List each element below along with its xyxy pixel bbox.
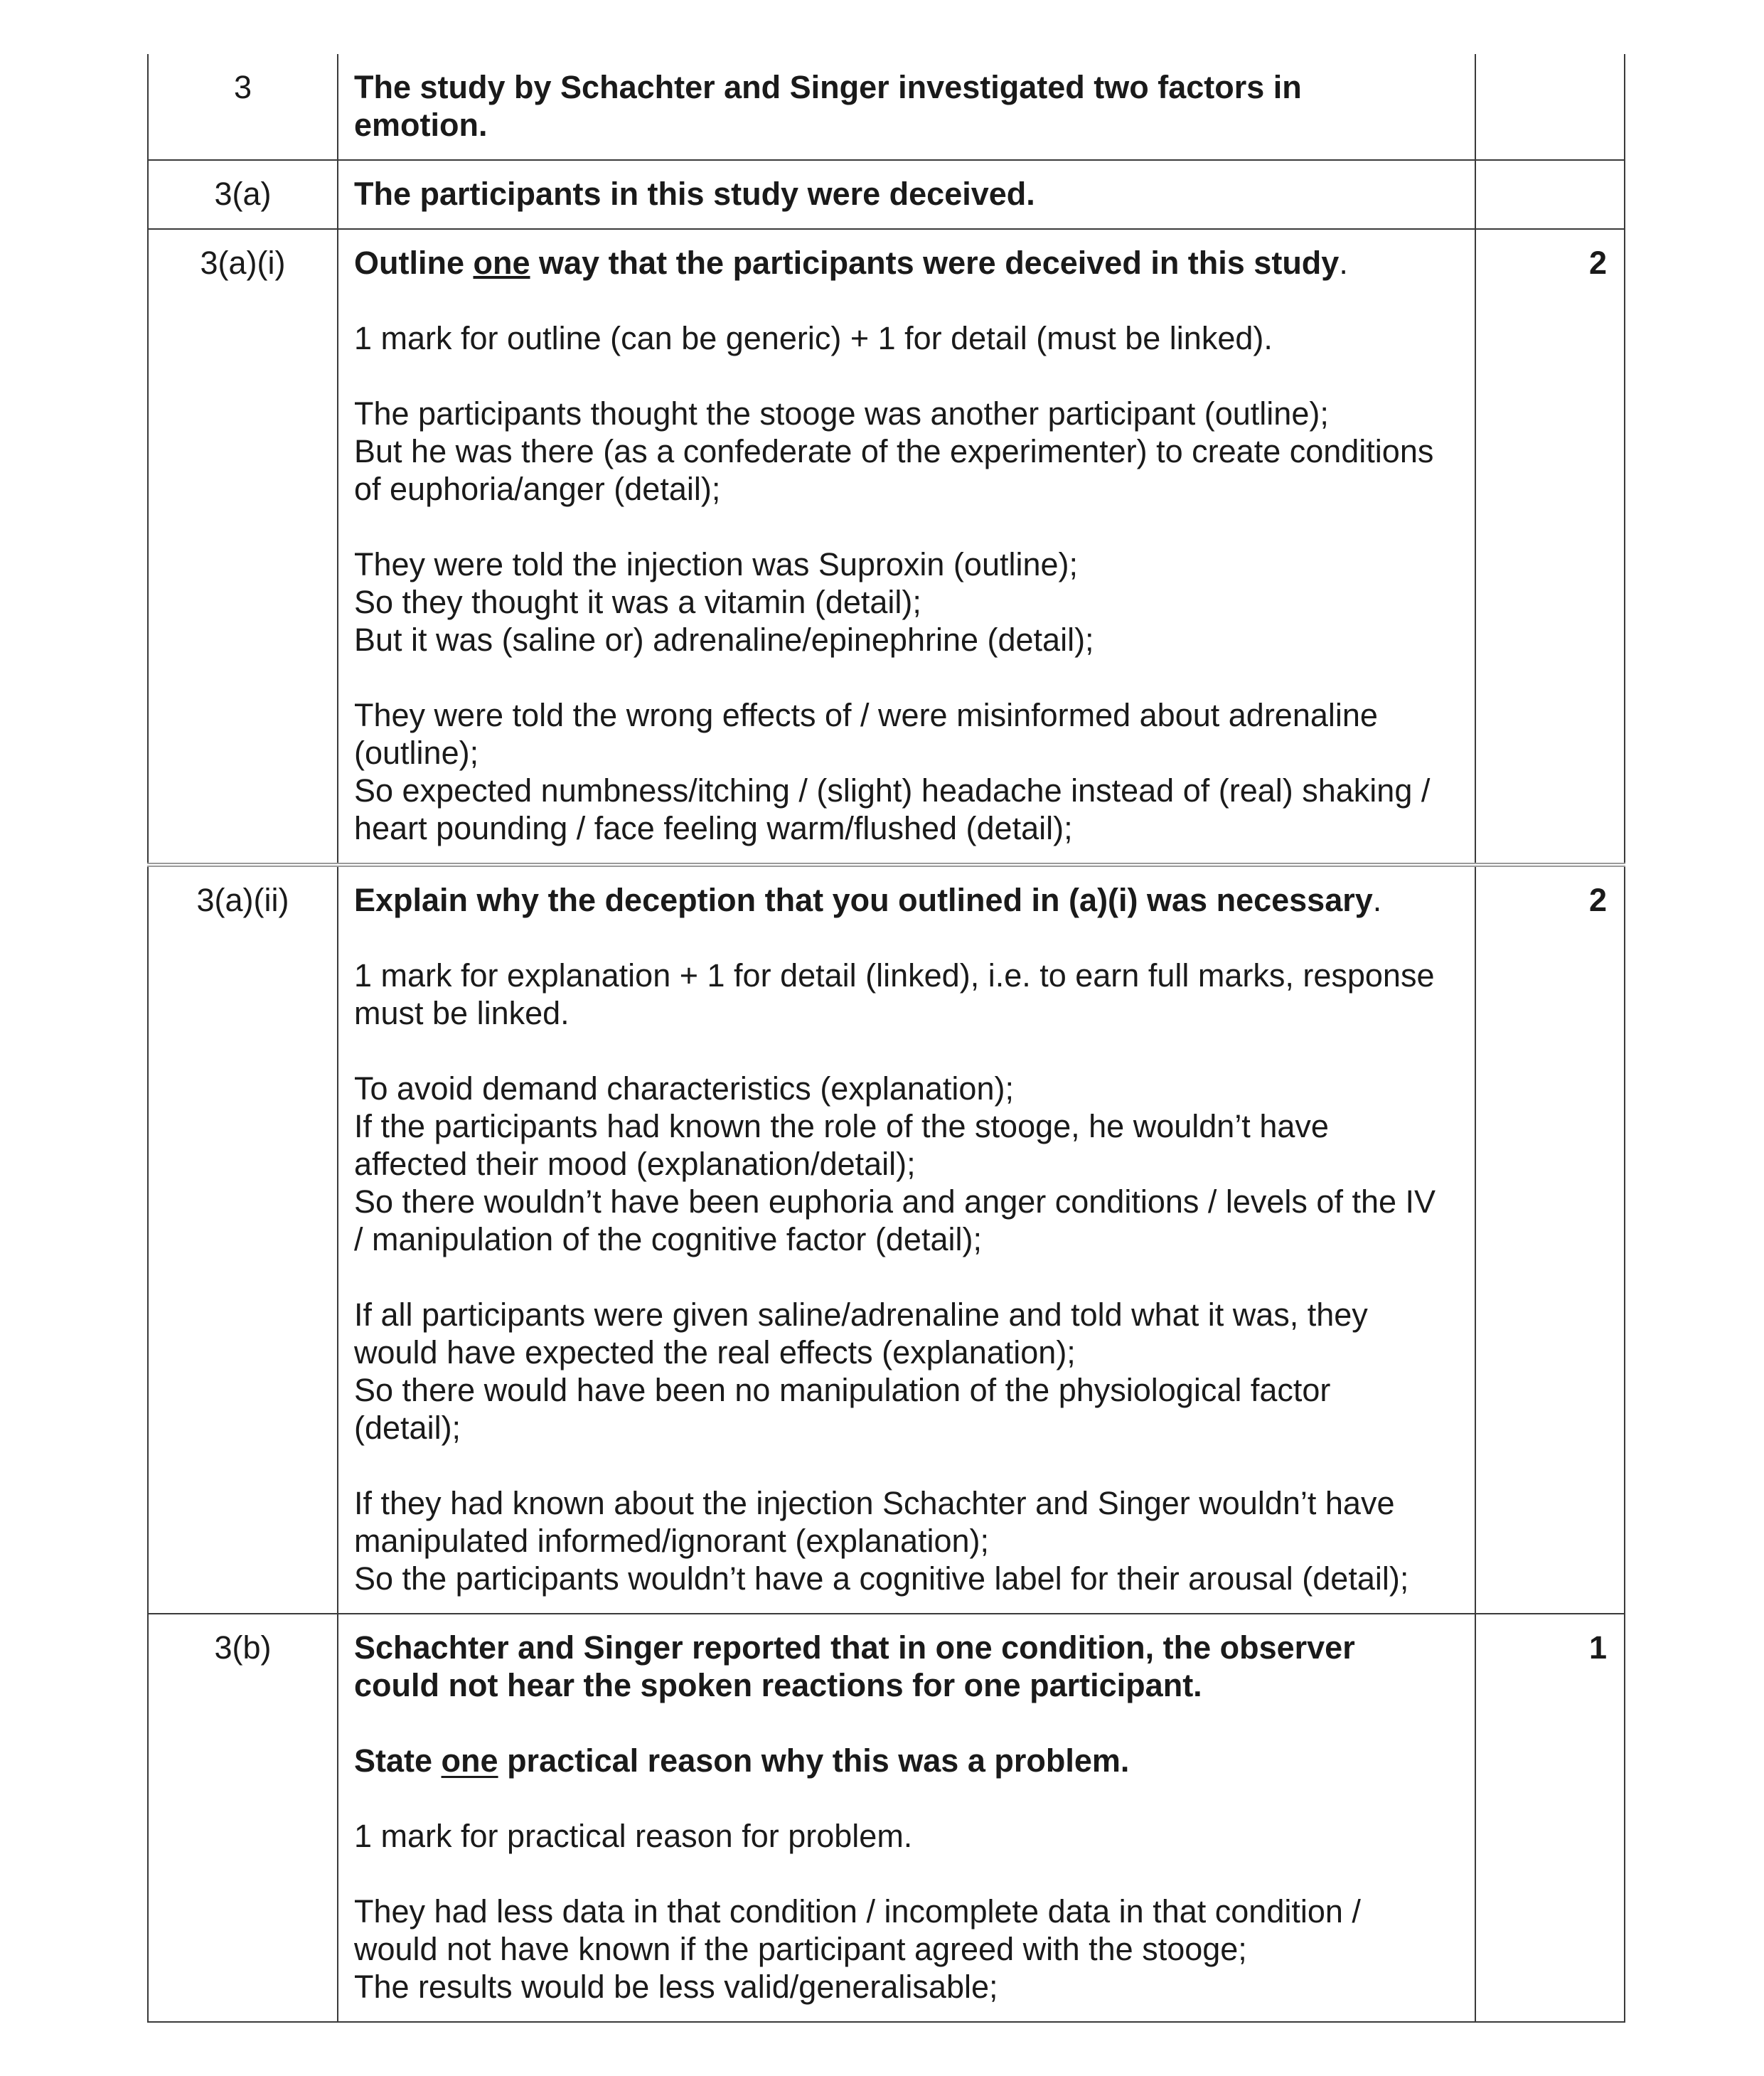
question-heading: The participants in this study were deceived. (354, 176, 1035, 212)
question-number: 3(a)(ii) (148, 865, 338, 1614)
marks-cell (1475, 160, 1625, 229)
question-cell (338, 160, 1475, 229)
question-number: 3(a)(i) (148, 229, 338, 865)
question-cell (338, 229, 1475, 865)
answer-point: They were told the injection was Suproxin (outline); So they thought it was a vitamin (detail); But it was (saline or) adrenaline/epinephrine (detail); (354, 546, 1094, 658)
answer-point: They had less data in that condition / incomplete data in that condition / would not have known if the participant agreed with the stooge; The results would be less valid/generalisable; (354, 1893, 1361, 2005)
marking-guidance: 1 mark for practical reason for problem. (354, 1818, 913, 1854)
question-number: 3(a) (148, 160, 338, 229)
question-cell (338, 865, 1475, 1614)
marks-cell: 2 (1475, 865, 1625, 1614)
answer-point: If all participants were given saline/adrenaline and told what it was, they would have expected the real effects (explanation); So there would have been no manipulation of the physiological factor (detail); (354, 1297, 1368, 1446)
marking-guidance: 1 mark for outline (can be generic) + 1 for detail (must be linked). (354, 320, 1273, 356)
answer-point: They were told the wrong effects of / were misinformed about adrenaline (outline); So expected numbness/itching / (slight) headache instead of (real) shaking / heart pounding / face feeling warm/flushed (detail); (354, 697, 1431, 846)
table-row (148, 54, 1625, 160)
table-row (148, 865, 1625, 1614)
table-row (148, 1614, 1625, 2022)
question-heading: The study by Schachter and Singer investigated two factors in emotion. (354, 69, 1302, 143)
marks-cell: 2 (1475, 229, 1625, 865)
question-subheading: State one practical reason why this was a problem. (354, 1742, 1130, 1779)
table-row (148, 160, 1625, 229)
answer-point: To avoid demand characteristics (explanation); If the participants had known the role of the stooge, he wouldn’t have affected their mood (explanation/detail); So there wouldn’t have been euphoria and anger conditions / levels of the IV / manipulation of the cognitive factor (detail); (354, 1070, 1436, 1257)
question-number: 3 (148, 54, 338, 160)
question-cell (338, 54, 1475, 160)
table-row (148, 229, 1625, 865)
question-heading: Explain why the deception that you outlined in (a)(i) was necessary. (354, 882, 1382, 918)
question-cell (338, 1614, 1475, 2022)
marks-cell (1475, 54, 1625, 160)
mark-scheme-table (147, 54, 1625, 2023)
question-heading: Outline one way that the participants were deceived in this study. (354, 245, 1348, 281)
question-number: 3(b) (148, 1614, 338, 2022)
marks-cell: 1 (1475, 1614, 1625, 2022)
question-heading: Schachter and Singer reported that in one condition, the observer could not hear the spoken reactions for one participant. (354, 1629, 1355, 1703)
answer-point: If they had known about the injection Schachter and Singer wouldn’t have manipulated informed/ignorant (explanation); So the participants wouldn’t have a cognitive label for their arousal (detail); (354, 1485, 1409, 1597)
answer-point: The participants thought the stooge was another participant (outline); But he was there (as a confederate of the experimenter) to create conditions of euphoria/anger (detail); (354, 395, 1434, 507)
marking-guidance: 1 mark for explanation + 1 for detail (linked), i.e. to earn full marks, response must be linked. (354, 957, 1435, 1031)
